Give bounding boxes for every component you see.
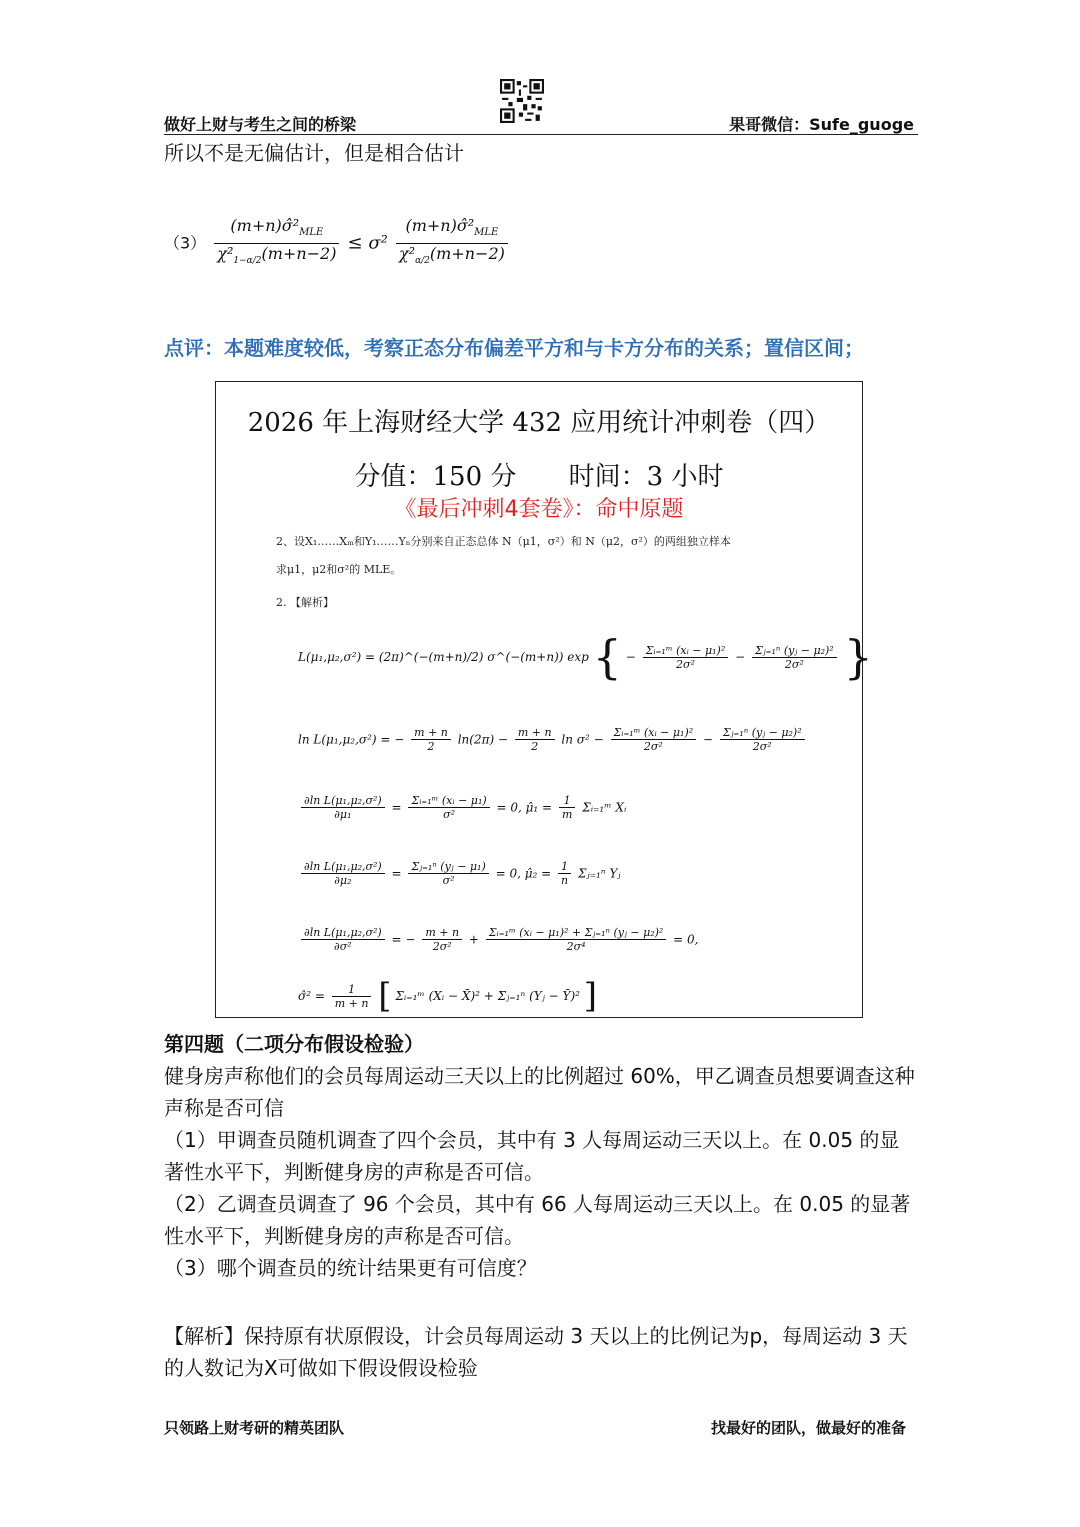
section4-statement: 健身房声称他们的会员每周运动三天以上的比例超过 60%，甲乙调查员想要调查这种声称是否可信 [164,1064,915,1120]
header-divider [164,134,918,135]
section4-title: 第四题（二项分布假设检验） [164,1032,424,1056]
part3-left-fraction: $\frac{(m+n)\sigmâ^2_{MLE}}{\chi^2_{1-\alpha/2}(m+n-2)}$ [214,216,339,271]
exam-title: 2026 年上海财经大学 432 应用统计冲刺卷（四） [247,408,831,438]
exam-hit-banner: 《最后冲刺4套卷》：命中原题 [394,497,684,522]
section4-question-1: （1）甲调查员随机调查了四个会员，其中有 3 人每周运动三天以上。在 0.05 的显著性水平下，判断健身房的声称是否可信。 [164,1128,900,1184]
exam-question: 2、设X₁……Xₘ和Y₁……Yₙ分别来自正态总体 N（μ1，σ²）和 N（μ2，σ²）的两组独立样本 求μ1，μ2和σ²的 MLE。 [276,535,731,576]
equation-likelihood: L(μ₁,μ₂,σ²) = (2π)^(−(m+n)/2) σ^(−(m+n)) exp { − $\frac{\text{Σᵢ₌₁ᵐ (xᵢ − μ₁)²}}{\text{2σ²}}$ − $\frac{\text{Σⱼ₌₁ⁿ (yⱼ − μ₂)²}}{\text{2σ²}}$ } [298,630,873,684]
exam-time: 时间：3 小时 [568,462,724,492]
equation-partial-mu2: $\frac{\text{∂ln L(μ₁,μ₂,σ²)}}{\text{∂μ₂}}$ = $\frac{\text{Σⱼ₌₁ⁿ (yⱼ − μ₁)}}{\text{σ²}}$ = 0, μ̂₂ = $\frac{1}{n}$ Σⱼ₌₁ⁿ Yⱼ [298,860,621,887]
footer-left: 只领路上财考研的精英团队 [164,1419,345,1437]
part3-formula [164,216,918,271]
footer-right: 找最好的团队，做最好的准备 [710,1419,906,1437]
embedded-exam-image [215,381,873,1018]
section4-analysis: 【解析】保持原有状原假设，计会员每周运动 3 天以上的比例记为p，每周运动 3 天的人数记为X可做如下假设假设检验 [164,1324,908,1380]
header-left-slogan: 做好上财与考生之间的桥梁 [164,115,357,134]
header-right-contact: 果哥微信：Sufe_guoge [729,115,914,134]
exam-score: 分值：150 分 [354,462,517,492]
section4-body [164,1060,918,1284]
part3-relation: ≤ σ² [347,232,388,254]
section4-question-3: （3）哪个调查员的统计结果更有可信度？ [164,1256,537,1280]
qr-code-icon [500,79,544,123]
review-comment: 点评：本题难度较低，考察正态分布偏差平方和与卡方分布的关系；置信区间； [164,336,864,360]
part3-right-fraction: $\frac{(m+n)\sigmâ^2_{MLE}}{\chi^2_{\alpha/2}(m+n-2)}$ [396,216,508,271]
exam-meta [216,456,862,493]
equation-log-likelihood: ln L(μ₁,μ₂,σ²) = − $\frac{m + n}{2}$ ln(2π) − $\frac{m + n}{2}$ ln σ² − $\frac{\text{Σᵢ₌₁ᵐ (xᵢ − μ₁)²}}{\text{2σ²}}$ − $\frac{\text{Σⱼ₌₁ⁿ (yⱼ − μ₂)²}}{\text{2σ²}}$ [298,726,808,753]
intro-line: 所以不是无偏估计，但是相合估计 [164,141,464,165]
exam-solution-label: 2. 【解析】 [276,596,334,609]
section4-question-2: （2）乙调查员调查了 96 个会员，其中有 66 人每周运动三天以上。在 0.05 的显著性水平下，判断健身房的声称是否可信。 [164,1192,911,1248]
part3-label: （3） [164,233,207,253]
equation-partial-sigma: $\frac{\text{∂ln L(μ₁,μ₂,σ²)}}{\text{∂σ²}}$ = − $\frac{m + n}{\text{2σ²}}$ + $\frac{\text{Σᵢ₌₁ᵐ (xᵢ − μ₁)² + Σⱼ₌₁ⁿ (yⱼ − μ₂)²}}{\text{2σ⁴}}$ = 0, [298,926,699,953]
equation-partial-mu1: $\frac{\text{∂ln L(μ₁,μ₂,σ²)}}{\text{∂μ₁}}$ = $\frac{\text{Σᵢ₌₁ᵐ (xᵢ − μ₁)}}{\text{σ²}}$ = 0, μ̂₁ = $\frac{1}{m}$ Σᵢ₌₁ᵐ Xᵢ [298,794,626,821]
equation-sigma-hat: σ̂² = $\frac{1}{m + n}$ [ Σᵢ₌₁ᵐ (Xᵢ − X̄)² + Σⱼ₌₁ⁿ (Yⱼ − Ȳ)² ] [298,976,598,1016]
